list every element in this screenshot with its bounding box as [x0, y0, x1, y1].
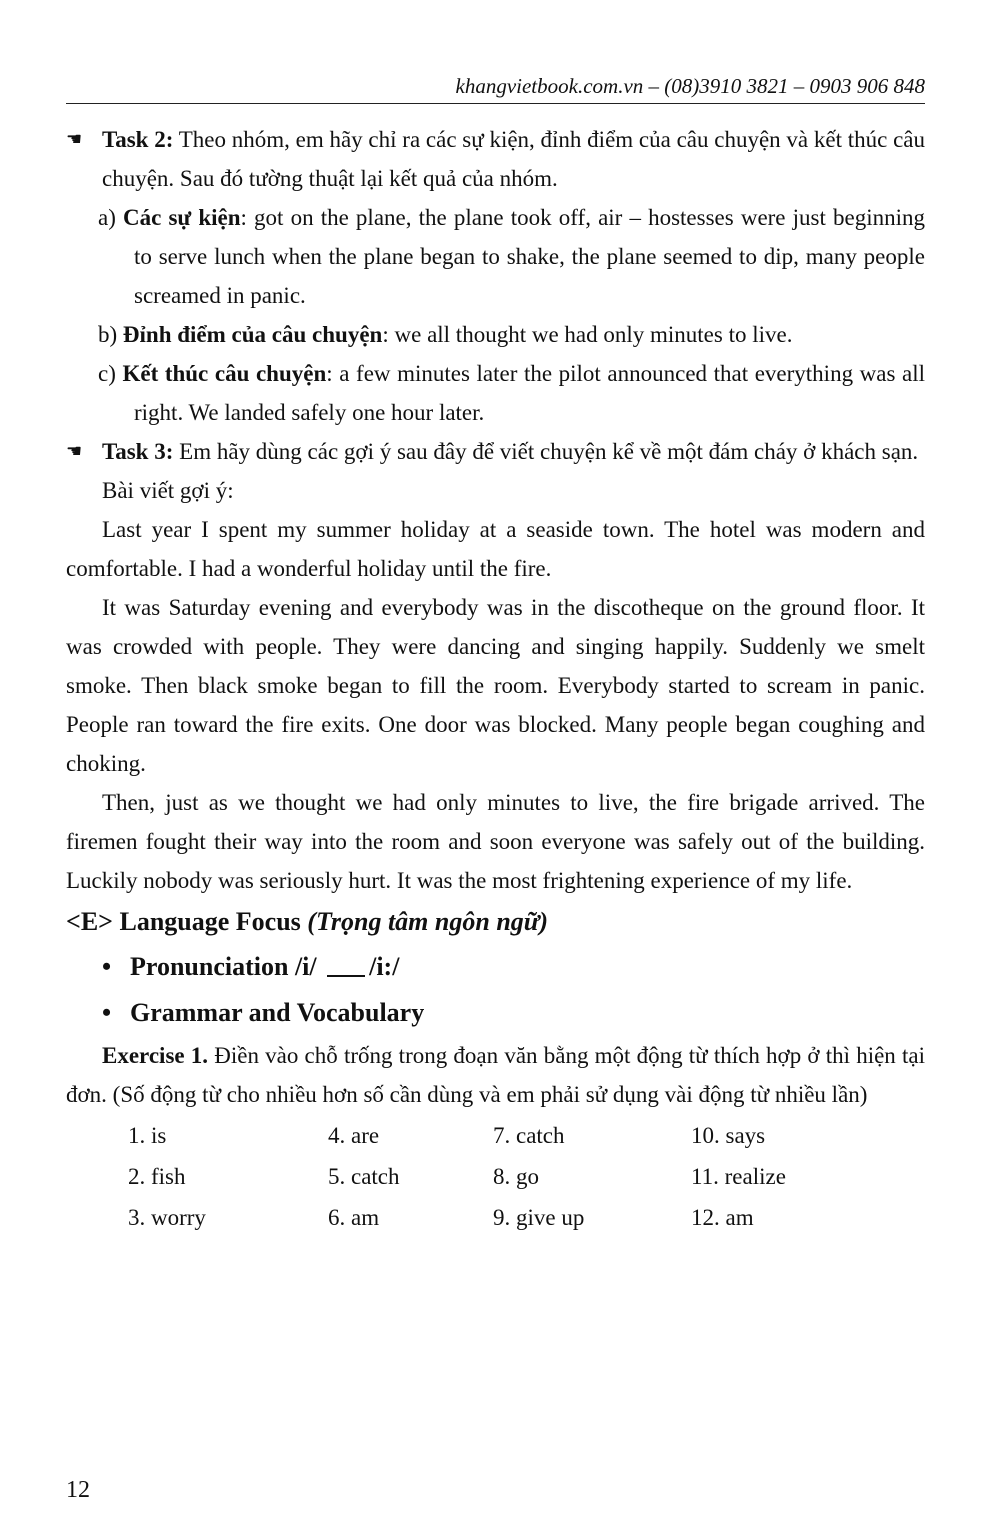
item-text: : a few minutes later the pilot announced that everything was all right. We landed safely one hour later. [134, 361, 926, 425]
task-3-label: Task 3: [102, 439, 174, 464]
answer-item: 7. catch [493, 1123, 565, 1148]
pronunciation-end: /i:/ [369, 952, 400, 981]
answer-item: 4. are [328, 1123, 380, 1148]
answer-item: 12. am [691, 1205, 754, 1230]
item-term: Đỉnh điểm của câu chuyện [122, 322, 383, 347]
bullet-icon: • [102, 952, 112, 981]
item-marker: a) [98, 205, 116, 230]
task-3-text: Em hãy dùng các gợi ý sau đây để viết chuyện kể về một đám cháy ở khách sạn. [173, 439, 919, 464]
answer-item: 2. fish [128, 1164, 186, 1189]
answer-item: 10. says [691, 1123, 766, 1148]
item-marker: b) [98, 322, 118, 347]
item-term: Kết thúc câu chuyện [122, 361, 327, 386]
task-2-label: Task 2: [102, 127, 174, 152]
pointing-hand-icon: ☚ [66, 441, 83, 461]
item-term: Các sự kiện [123, 205, 241, 230]
answer-item: 3. worry [128, 1205, 206, 1230]
answer-item: 11. realize [691, 1164, 786, 1189]
header-text: khangvietbook.com.vn – (08)3910 3821 – 0903 906 848 [455, 74, 925, 98]
task-2-text: Theo nhóm, em hãy chỉ ra các sự kiện, đỉnh điểm của câu chuyện và kết thúc câu chuyện. Sau đó tường thuật lại kết quả của nhóm. [102, 127, 925, 191]
page-header [66, 74, 925, 104]
item-marker: c) [98, 361, 116, 386]
page-number: 12 [66, 1477, 90, 1503]
story-paragraph-3: Then, just as we thought we had only minutes to live, the fire brigade arrived. The firemen fought their way into the room and soon everyone was safely out of the building. Luckily nobody was seriously hurt. It was the most frightening experience of my life. [66, 790, 925, 893]
section-marker: <E> [66, 907, 113, 936]
story-paragraph-2: It was Saturday evening and everybody was in the discotheque on the ground floor. It was crowded with people. They were dancing and singing happily. Suddenly we smelt smoke. Then black smoke began to fill the room. Everybody started to scream in panic. People ran toward the fire exits. One door was blocked. Many people began coughing and choking. [66, 595, 925, 776]
item-text: : we all thought we had only minutes to live. [382, 322, 793, 347]
bullet-icon: • [102, 998, 112, 1027]
task-3-subheading: Bài viết gợi ý: [102, 478, 234, 503]
section-title: Language Focus [119, 907, 301, 936]
pronunciation-label: Pronunciation /i/ [130, 952, 317, 981]
exercise-1 [66, 1036, 925, 1114]
answer-blank [327, 953, 365, 977]
grammar-bullet [66, 990, 925, 1036]
answer-item: 6. am [328, 1205, 380, 1230]
section-e-heading [66, 900, 925, 944]
answer-grid [66, 1116, 925, 1237]
task-3 [66, 432, 925, 471]
story-paragraph-1: Last year I spent my summer holiday at a seaside town. The hotel was modern and comfortable. I had a wonderful holiday until the fire. [66, 517, 925, 581]
task-2-item-a [66, 198, 925, 315]
answer-item: 8. go [493, 1164, 539, 1189]
pointing-hand-icon: ☚ [66, 129, 83, 149]
task-2-item-b [66, 315, 925, 354]
item-text: : got on the plane, the plane took off, air – hostesses were just beginning to serve lunch when the plane began to shake, the plane seemed to dip, many people screamed in panic. [134, 205, 925, 308]
exercise-1-label: Exercise 1. [102, 1043, 209, 1068]
pronunciation-bullet [66, 944, 925, 990]
task-2 [66, 120, 925, 198]
exercise-1-text: Điền vào chỗ trống trong đoạn văn bằng một động từ thích hợp ở thì hiện tại đơn. (Số động từ cho nhiều hơn số cần dùng và em phải sử dụng vài động từ nhiều lần) [66, 1043, 925, 1107]
page-content [66, 120, 925, 1237]
grammar-label: Grammar and Vocabulary [130, 998, 425, 1027]
answer-item: 5. catch [328, 1164, 400, 1189]
answer-item: 1. is [128, 1123, 167, 1148]
answer-item: 9. give up [493, 1205, 585, 1230]
section-subtitle: (Trọng tâm ngôn ngữ) [307, 907, 549, 936]
task-2-item-c [66, 354, 925, 432]
